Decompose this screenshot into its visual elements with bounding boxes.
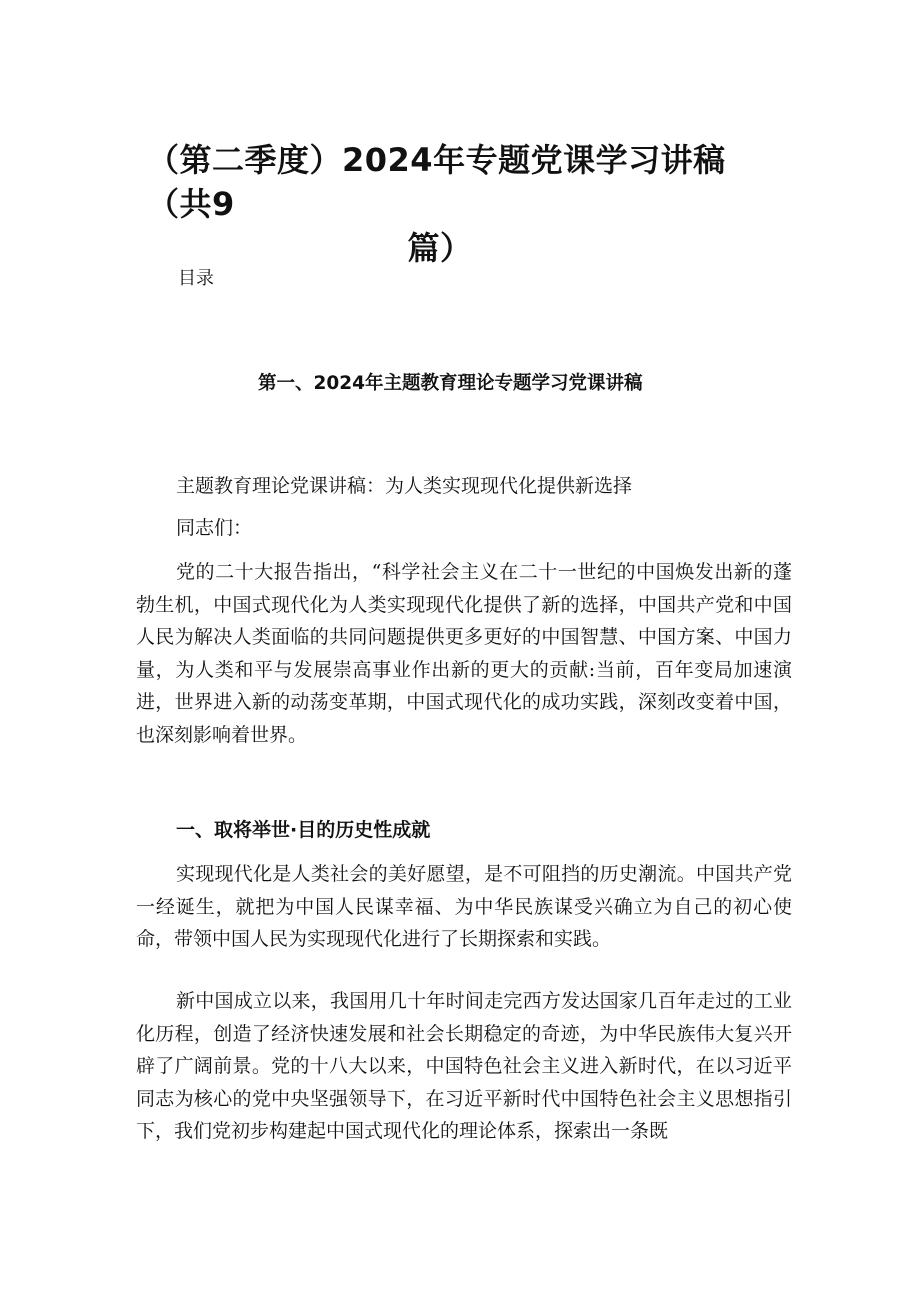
- speech-subtitle: 主题教育理论党课讲稿：为人类实现现代化提供新选择: [176, 475, 633, 497]
- heading-1: 一、取将举世·目的历史性成就: [176, 819, 431, 841]
- paragraph-1-block: [136, 556, 792, 751]
- toc-label: 目录: [178, 268, 214, 289]
- title-line-2: 篇）: [407, 229, 473, 267]
- document-title: [130, 138, 790, 270]
- paragraph-1: 党的二十大报告指出，“科学社会主义在二十一世纪的中国焕发出新的蓬勃生机，中国式现代化为人类实现现代化提供了新的选择，中国共产党和中国人民为解决人类面临的共同问题提供更多更好的中国智慧、中国方案、中国力量，为人类和平与发展崇高事业作出新的更大的贡献:当前，百年变局加速演进，世界进入新的动荡变革期，中国式现代化的成功实践，深刻改变着中国，也深刻影响着世界。: [136, 561, 792, 746]
- paragraph-3: 新中国成立以来，我国用几十年时间走完西方发达国家几百年走过的工业化历程，创造了经济快速发展和社会长期稳定的奇迹，为中华民族伟大复兴开辟了广阔前景。党的十八大以来，中国特色社会主义进入新时代，在以习近平同志为核心的党中央坚强领导下，在习近平新时代中国特色社会主义思想指引下，我们党初步构建起中国式现代化的理论体系，探索出一条既: [136, 990, 792, 1142]
- paragraph-2: 实现现代化是人类社会的美好愿望，是不可阻挡的历史潮流。中国共产党一经诞生，就把为中国人民谋幸福、为中华民族谋受兴确立为自己的初心使命，带领中国人民为实现现代化进行了长期探索和实践。: [136, 863, 792, 950]
- section-heading: 第一、2024年主题教育理论专题学习党课讲稿: [258, 373, 643, 394]
- greeting: 同志们：: [176, 517, 253, 539]
- paragraph-3-block: [136, 985, 792, 1148]
- title-line-1: （第二季度）2024年专题党课学习讲稿（共9: [147, 141, 726, 223]
- paragraph-2-block: [136, 858, 792, 956]
